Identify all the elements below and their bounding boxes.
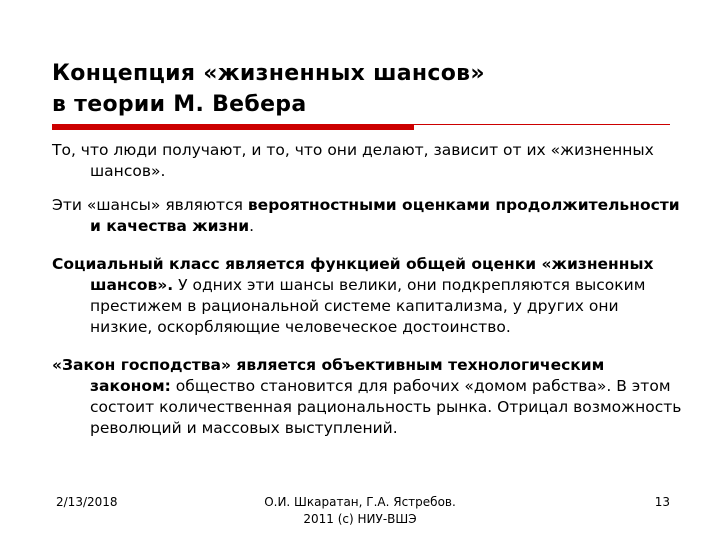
slide-title-line-1: Концепция «жизненных шансов» <box>52 61 485 86</box>
footer-page-number: 13 <box>654 495 670 509</box>
footer-date: 2/13/2018 <box>56 495 118 509</box>
paragraph-law-of-domination <box>52 355 682 439</box>
paragraph-text: У одних эти шансы велики, они подкрепляются высоким престижем в рациональной системе капитализма, у других они низкие, оскорбляющие человеческое достоинство. <box>90 276 646 336</box>
slide-title-line-2: в теории М. Вебера <box>52 92 307 117</box>
paragraph-emphasis: Социальный класс является функцией общей оценки «жизненных шансов». <box>52 255 654 294</box>
paragraph-social-class <box>52 254 682 338</box>
title-divider-line <box>414 124 670 125</box>
footer-authors <box>250 494 470 528</box>
paragraph-chances-definition <box>52 195 682 237</box>
slide-body <box>52 140 682 452</box>
paragraph-emphasis: «Закон господства» является объективным технологическим законом: <box>52 356 605 395</box>
footer-authors-line-2: 2011 (с) НИУ-ВШЭ <box>303 512 417 526</box>
footer-authors-line-1: О.И. Шкаратан, Г.А. Ястребов. <box>264 495 456 509</box>
paragraph-text: Эти «шансы» являются <box>52 196 248 214</box>
paragraph-text: общество становится для рабочих «домом рабства». В этом состоит количественная рациональность рынка. Отрицал возможность революций и массовых выступлений. <box>90 377 682 437</box>
title-accent-bar <box>52 124 414 130</box>
paragraph-life-chances <box>52 140 682 182</box>
paragraph-text: . <box>249 217 255 235</box>
paragraph-text: То, что люди получают, и то, что они делают, зависит от их «жизненных шансов». <box>52 141 654 180</box>
paragraph-emphasis: вероятностными оценками продолжительности и качества жизни <box>90 196 680 235</box>
slide-title <box>52 58 692 120</box>
